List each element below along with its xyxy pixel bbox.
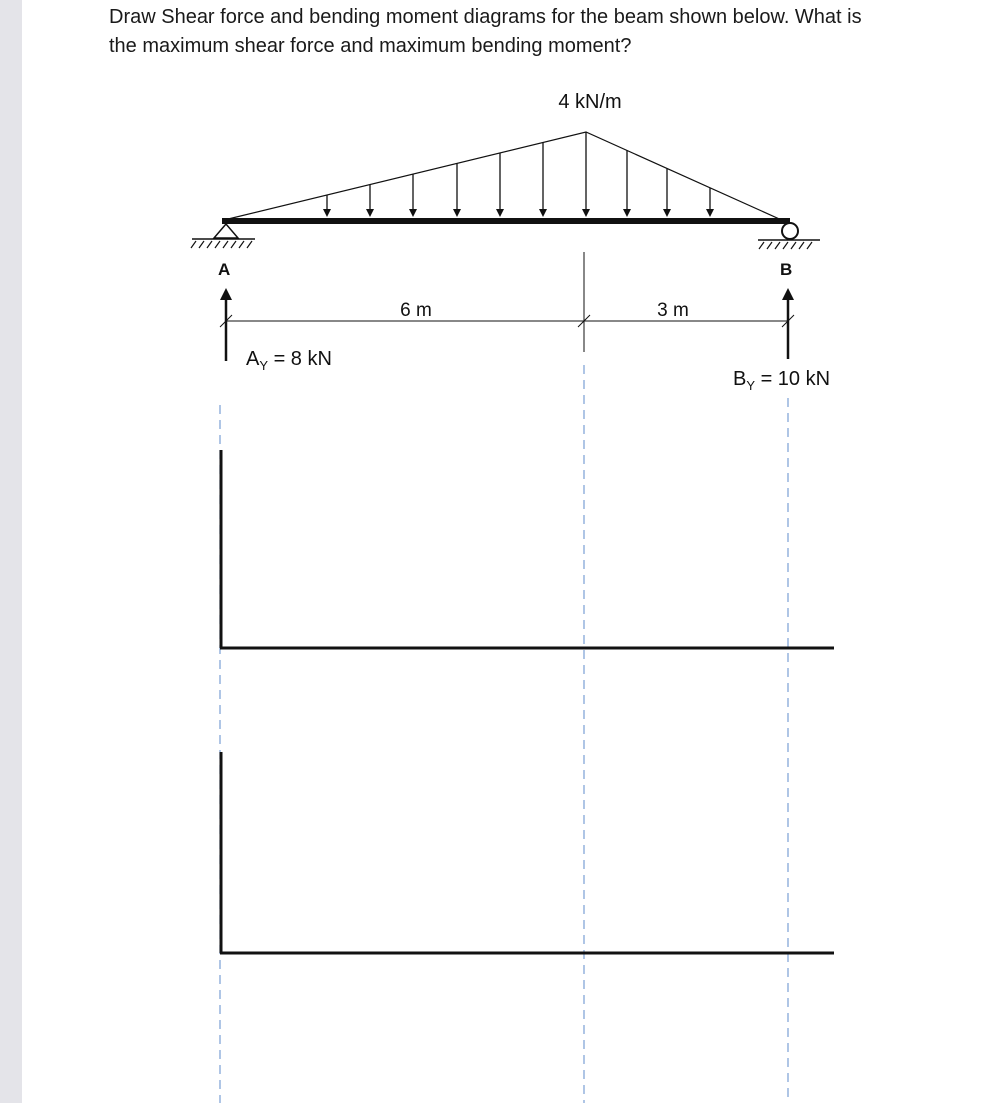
load-outline	[224, 132, 786, 222]
span-left-label: 6 m	[400, 300, 432, 321]
dimension-lines	[220, 252, 794, 352]
load-arrow-head-3	[409, 209, 417, 217]
load-arrow-head-2	[366, 209, 374, 217]
shear-diagram-axes	[220, 450, 834, 648]
reaction-arrow-b	[782, 288, 794, 359]
load-arrow-head-9	[663, 209, 671, 217]
load-label: 4 kN/m	[558, 91, 622, 113]
support-b-roller	[758, 223, 820, 249]
question-line-1: Draw Shear force and bending moment diagrams for the beam shown below. What is	[109, 6, 862, 28]
load-arrow-head-10	[706, 209, 714, 217]
load-arrow-head-7	[582, 209, 590, 217]
load-arrow-head-8	[623, 209, 631, 217]
distributed-load	[224, 91, 786, 222]
question-line-2: the maximum shear force and maximum bending moment?	[109, 35, 632, 57]
reaction-a-label: $A_Y = 8$ kN	[246, 348, 332, 373]
support-a-pin	[191, 224, 255, 248]
load-arrow-head-6	[539, 209, 547, 217]
support-b-label: B	[780, 260, 793, 279]
load-arrows	[323, 132, 714, 217]
load-arrow-head-1	[323, 209, 331, 217]
span-right-label: 3 m	[657, 300, 689, 321]
guide-lines	[220, 365, 788, 1103]
reaction-b-label: $B_Y = 10$ kN	[733, 368, 831, 393]
support-a-label: A	[218, 260, 231, 279]
moment-diagram-axes	[220, 752, 834, 953]
load-arrow-head-4	[453, 209, 461, 217]
load-arrow-head-5	[496, 209, 504, 217]
